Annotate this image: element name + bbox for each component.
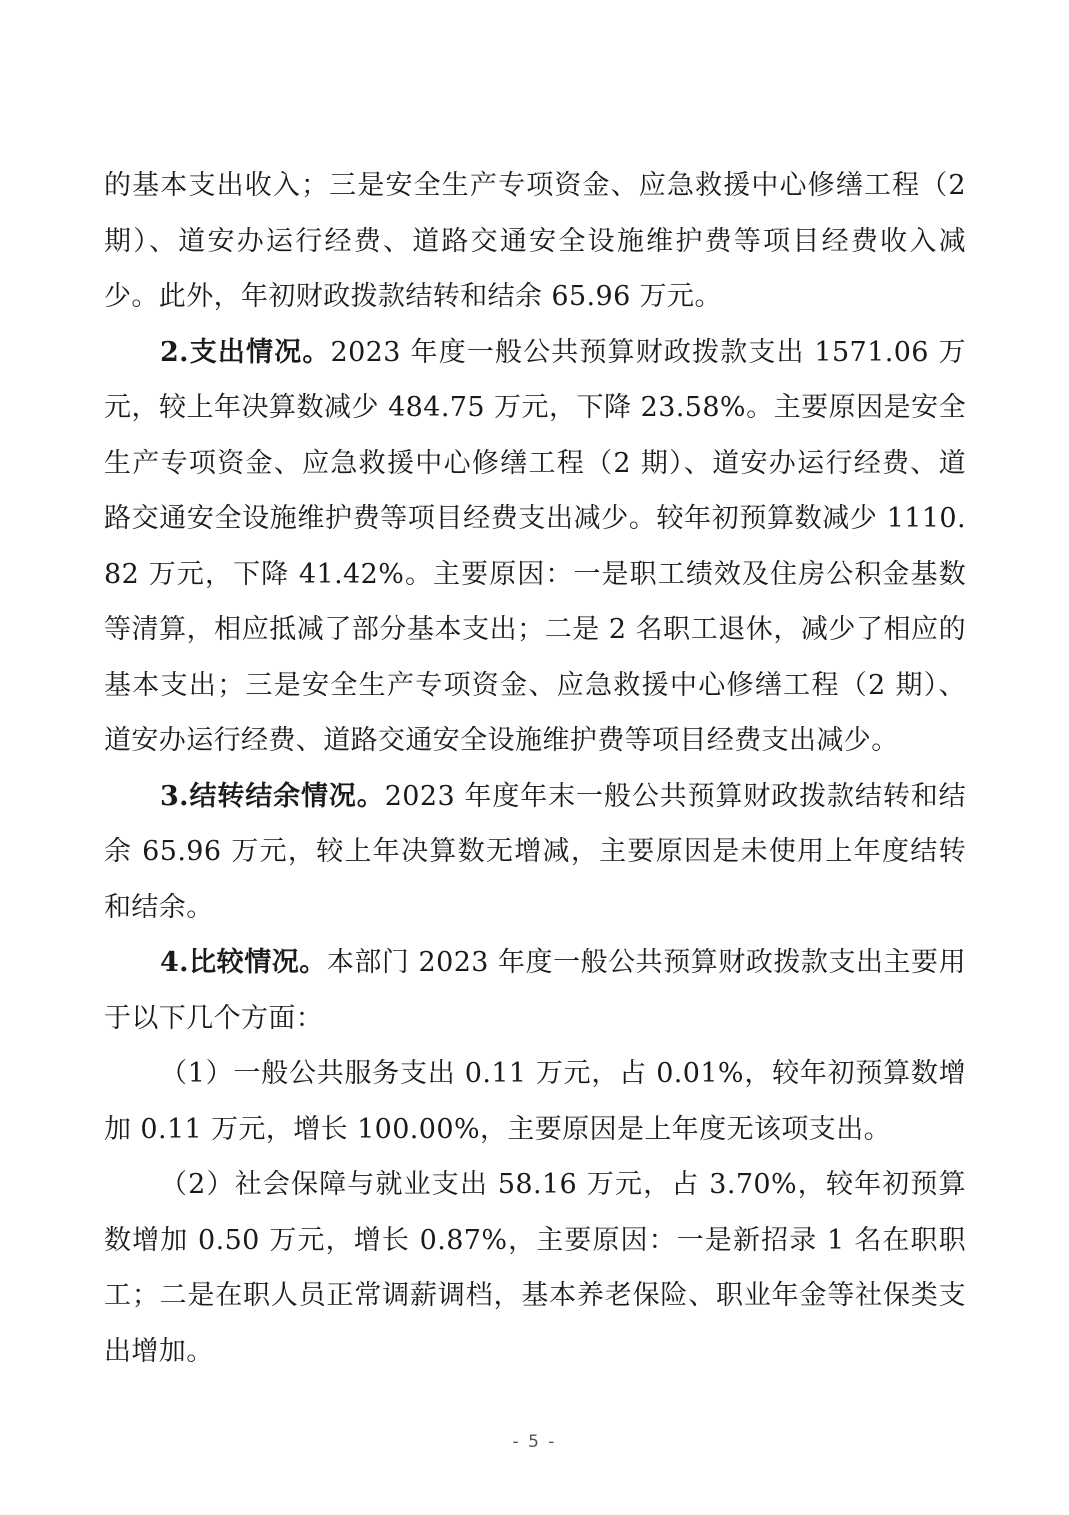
section-heading-expenditure: 2.支出情况。 <box>160 336 331 368</box>
list-item-public-services <box>104 1046 966 1157</box>
paragraph-text: 的基本支出收入；三是安全生产专项资金、应急救援中心修缮工程（2期）、道安办运行经费、道路交通安全设施维护费等项目经费收入减少。此外，年初财政拨款结转和结余 65.96 万元。 <box>104 170 966 312</box>
document-body <box>104 158 966 1379</box>
section-heading-carryover: 3.结转结余情况。 <box>160 780 385 812</box>
paragraph-comparison <box>104 935 966 1046</box>
section-heading-comparison: 4.比较情况。 <box>160 947 327 978</box>
paragraph-expenditure <box>104 325 966 769</box>
paragraph-income-continuation <box>104 158 966 325</box>
paragraph-carryover <box>104 769 966 936</box>
page-number: - 5 - <box>512 1432 557 1452</box>
paragraph-text: 2023 年度年末一般公共预算财政拨款结转和结余 65.96 万元，较上年决算数无增减，主要原因是未使用上年度结转和结余。 <box>104 780 966 923</box>
paragraph-text: （1）一般公共服务支出 0.11 万元，占 0.01%，较年初预算数增加 0.11 万元，增长 100.00%，主要原因是上年度无该项支出。 <box>104 1058 966 1145</box>
list-item-social-security <box>104 1157 966 1379</box>
paragraph-text: 本部门 2023 年度一般公共预算财政拨款支出主要用于以下几个方面： <box>104 947 966 1034</box>
paragraph-text: 2023 年度一般公共预算财政拨款支出 1571.06 万元，较上年决算数减少 484.75 万元，下降 23.58%。主要原因是安全生产专项资金、应急救援中心修缮工程（2 期）、道安办运行经费、道路交通安全设施维护费等项目经费支出减少。较年初预算数减少 1110.82 万元，下降 41.42%。主要原因：一是职工绩效及住房公积金基数等清算，相应抵减了部分基本支出；二是 2 名职工退休，减少了相应的基本支出；三是安全生产专项资金、应急救援中心修缮工程（2 期）、道安办运行经费、道路交通安全设施维护费等项目经费支出减少。 <box>104 336 966 756</box>
paragraph-text: （2）社会保障与就业支出 58.16 万元，占 3.70%，较年初预算数增加 0.50 万元，增长 0.87%，主要原因：一是新招录 1 名在职职工；二是在职人员正常调薪调档，基本养老保险、职业年金等社保类支出增加。 <box>104 1169 966 1367</box>
